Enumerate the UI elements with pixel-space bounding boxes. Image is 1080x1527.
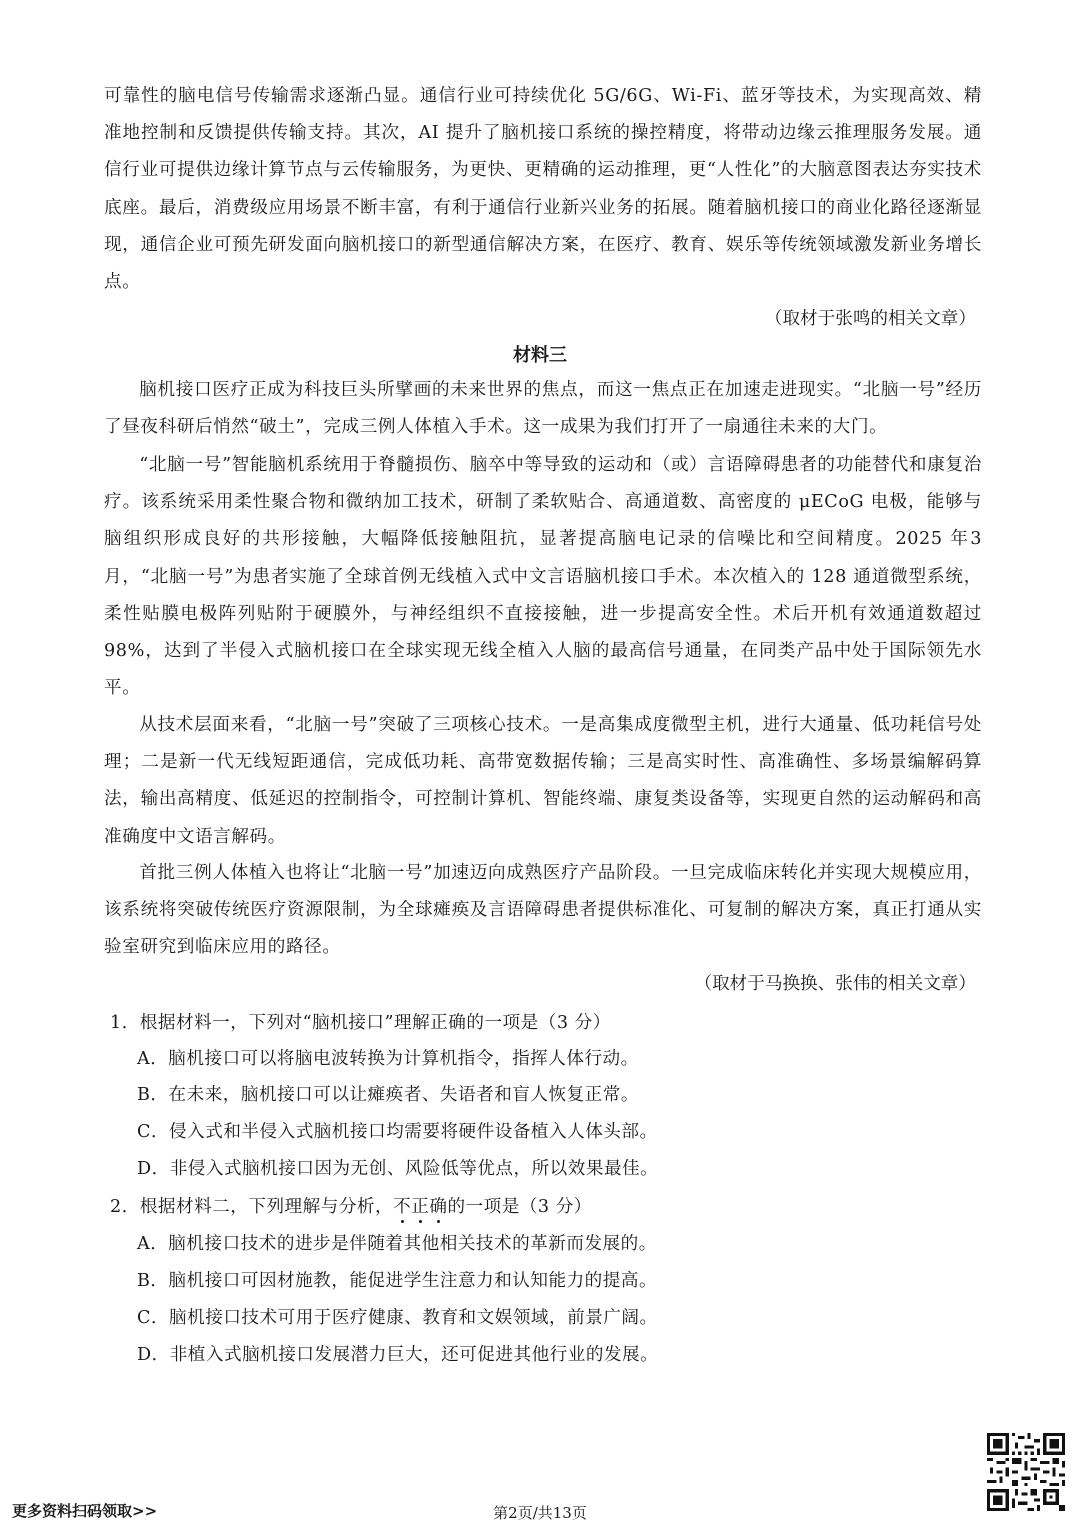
emphasis-dot bbox=[437, 1220, 440, 1223]
emphasis-dot bbox=[401, 1220, 404, 1223]
material3-title: 材料三 bbox=[513, 345, 567, 366]
page-number: 第2页/共13页 bbox=[493, 1504, 587, 1522]
material3-paragraph-4: 首批三例人体植入也将让“北脑一号”加速迈向成熟医疗产品阶段。一旦完成临床转化并实现大规模应用，该系统将突破传统医疗资源限制，为全球瘫痪及言语障碍患者提供标准化、可复制的解决方案，真正打通从实验室研究到临床应用的路径。 bbox=[104, 863, 982, 958]
qr-code-icon[interactable] bbox=[987, 1433, 1065, 1511]
emphasis-dot bbox=[419, 1220, 422, 1223]
question-2-stem bbox=[110, 1195, 592, 1219]
question-1-option-a: A．脑机接口可以将脑电波转换为计算机指令，指挥人体行动。 bbox=[137, 1049, 639, 1069]
question-2-stem-post: 的一项是（3 分） bbox=[447, 1197, 592, 1217]
question-1-stem: 1．根据材料一，下列对“脑机接口”理解正确的一项是（3 分） bbox=[110, 1013, 611, 1033]
question-2-option-a: A．脑机接口技术的进步是伴随着其他相关技术的革新而发展的。 bbox=[137, 1234, 657, 1254]
material3-paragraph-2: “北脑一号”智能脑机系统用于脊髓损伤、脑卒中等导致的运动和（或）言语障碍患者的功能替代和康复治疗。该系统采用柔性聚合物和微纳加工技术，研制了柔软贴合、高通道数、高密度的 μECoG 电极，能够与脑组织形成良好的共形接触，大幅降低接触阻抗，显著提高脑电记录的信噪比和空间精度。2025 年3 月，“北脑一号”为患者实施了全球首例无线植入式中文言语脑机接口手术。本次植入的 128 通道微型系统，柔性贴膜电极阵列贴附于硬膜外，与神经组织不直接接触，进一步提高安全性。术后开机有效通道数超过 98%，达到了半侵入式脑机接口在全球实现无线全植入人脑的最高信号通量，在同类产品中处于国际领先水平。 bbox=[104, 455, 982, 699]
material3-paragraph-3: 从技术层面来看，“北脑一号”突破了三项核心技术。一是高集成度微型主机，进行大通量、低功耗信号处理；二是新一代无线短距通信，完成低功耗、高带宽数据传输；三是高实时性、高准确性、多场景编解码算法，输出高精度、低延迟的控制指令，可控制计算机、智能终端、康复类设备等，实现更自然的运动解码和高准确度中文语言解码。 bbox=[104, 715, 982, 847]
question-1-option-b: B．在未来，脑机接口可以让瘫痪者、失语者和盲人恢复正常。 bbox=[137, 1085, 639, 1105]
emphasis-char: 不 bbox=[393, 1197, 411, 1217]
footer-more-resources-link[interactable]: 更多资料扫码领取>> bbox=[12, 1502, 158, 1520]
question-2-option-c: C．脑机接口技术可用于医疗健康、教育和文娱领域，前景广阔。 bbox=[137, 1308, 658, 1328]
emphasis-char: 确 bbox=[429, 1197, 447, 1217]
question-2-option-d: D．非植入式脑机接口发展潜力巨大，还可促进其他行业的发展。 bbox=[137, 1345, 659, 1365]
question-1-option-d: D．非侵入式脑机接口因为无创、风险低等优点，所以效果最佳。 bbox=[137, 1159, 659, 1179]
material3-source: （取材于马换换、张伟的相关文章） bbox=[694, 974, 976, 994]
material2-tail-paragraph: 可靠性的脑电信号传输需求逐渐凸显。通信行业可持续优化 5G/6G、Wi-Fi、蓝牙等技术，为实现高效、精准地控制和反馈提供传输支持。其次，AI 提升了脑机接口系统的操控精度，将带动边缘云推理服务发展。通信行业可提供边缘计算节点与云传输服务，为更快、更精确的运动推理，更“人性化”的大脑意图表达夯实技术底座。最后，消费级应用场景不断丰富，有利于通信行业新兴业务的拓展。随着脑机接口的商业化路径逐渐显现，通信企业可预先研发面向脑机接口的新型通信解决方案，在医疗、教育、娱乐等传统领域激发新业务增长点。 bbox=[104, 86, 982, 293]
emphasis-char: 正 bbox=[411, 1197, 429, 1217]
material3-paragraph-1: 脑机接口医疗正成为科技巨头所擘画的未来世界的焦点，而这一焦点正在加速走进现实。“北脑一号”经历了昼夜科研后悄然“破土”，完成三例人体植入手术。这一成果为我们打开了一扇通往未来的大门。 bbox=[104, 380, 982, 438]
question-2-option-b: B．脑机接口可因材施教，能促进学生注意力和认知能力的提高。 bbox=[137, 1271, 658, 1291]
question-2-stem-pre: 2．根据材料二，下列理解与分析， bbox=[110, 1197, 394, 1217]
question-1-option-c: C．侵入式和半侵入式脑机接口均需要将硬件设备植入人体头部。 bbox=[137, 1122, 658, 1142]
material2-source: （取材于张鸣的相关文章） bbox=[764, 309, 976, 329]
